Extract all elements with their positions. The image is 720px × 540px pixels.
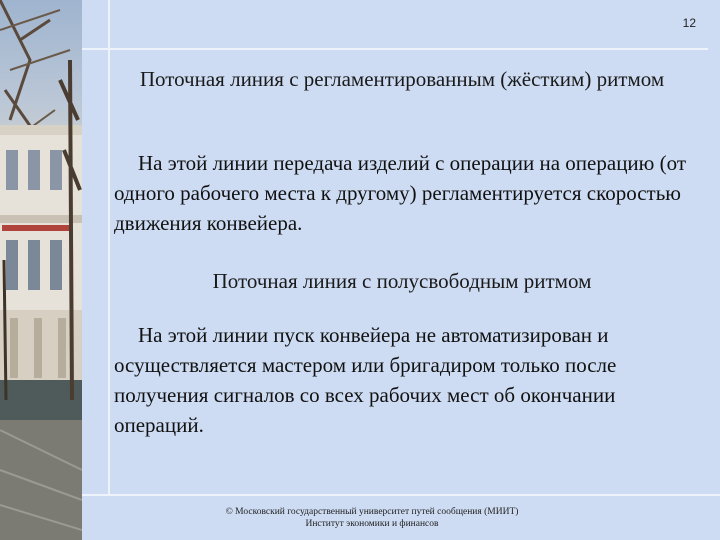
- footer-copyright: © Московский государственный университет путей сообщения (МИИТ): [225, 507, 519, 517]
- footer-institute: Институт экономики и финансов: [305, 519, 439, 529]
- frame-line-left: [108, 0, 110, 495]
- building-photo: [0, 0, 82, 540]
- heading-regulated-rhythm: Поточная линия с регламентированным (жёстким) ритмом: [139, 67, 665, 91]
- heading-semi-free-rhythm: Поточная линия с полусвободным ритмом: [212, 269, 592, 293]
- paragraph-semi-free-rhythm: На этой линии пуск конвейера не автоматизирован и осуществляется мастером или бригадиром только после получения сигналов со всех рабочих мест об окончании операций.: [114, 323, 617, 437]
- paragraph-regulated-rhythm: На этой линии передача изделий с операции на операцию (от одного рабочего места к другому) регламентируется скоростью движения конвейера.: [114, 151, 686, 235]
- building-photo-illustration: [0, 0, 82, 540]
- frame-line-top: [82, 48, 708, 50]
- page-number: 12: [682, 16, 696, 30]
- slide: [82, 0, 720, 540]
- frame-line-bottom: [82, 494, 720, 496]
- footer: [162, 506, 582, 530]
